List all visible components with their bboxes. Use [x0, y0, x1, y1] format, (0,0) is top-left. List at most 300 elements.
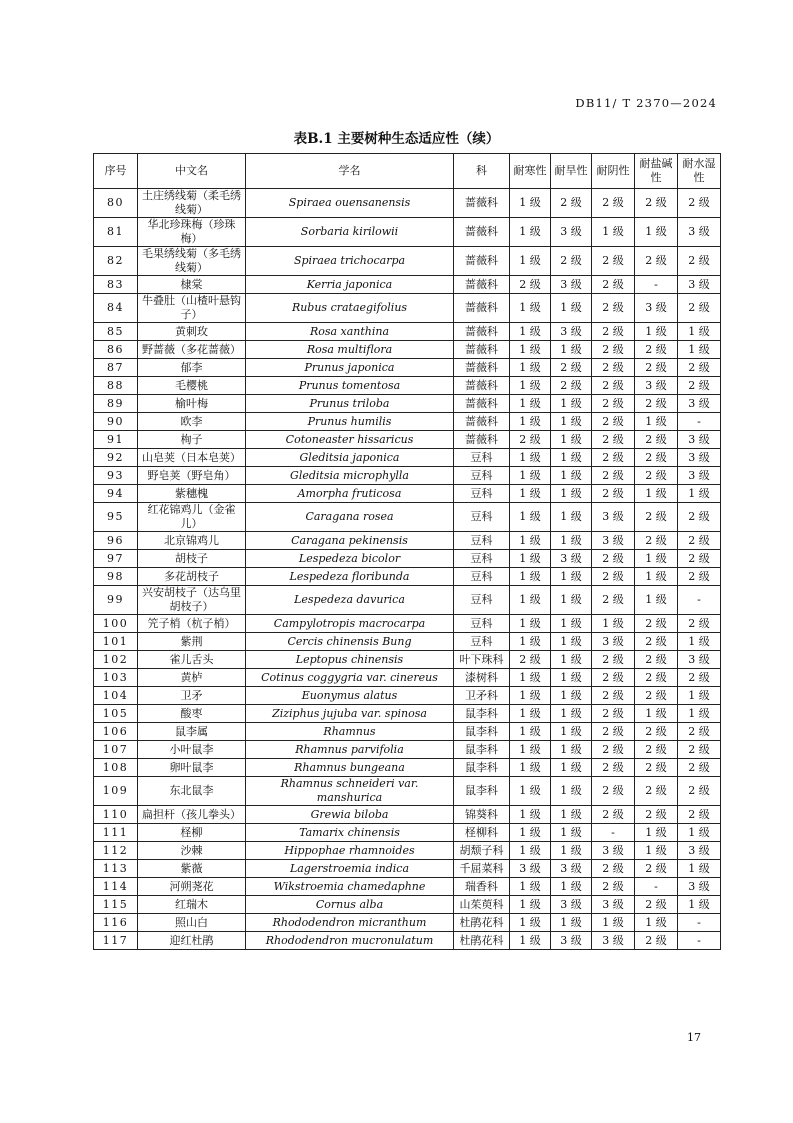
cell-row-number: 95	[94, 503, 138, 532]
col-header-no: 序号	[94, 154, 138, 189]
cell-family: 鼠李科	[454, 705, 510, 723]
cell-shade-tolerance: 3 级	[592, 503, 635, 532]
table-row	[94, 806, 721, 824]
cell-family: 蔷薇科	[454, 395, 510, 413]
cell-salt-tolerance: 1 级	[635, 842, 678, 860]
cell-scientific-name: Rhamnus parvifolia	[246, 741, 454, 759]
cell-row-number: 85	[94, 323, 138, 341]
cell-row-number: 109	[94, 777, 138, 806]
cell-family: 豆科	[454, 467, 510, 485]
cell-scientific-name: Tamarix chinensis	[246, 824, 454, 842]
cell-shade-tolerance: 2 级	[592, 806, 635, 824]
cell-drought-tolerance: 1 级	[551, 705, 592, 723]
cell-family: 蔷薇科	[454, 341, 510, 359]
table-row	[94, 189, 721, 218]
table-row	[94, 503, 721, 532]
cell-wet-tolerance: 2 级	[678, 568, 721, 586]
cell-salt-tolerance: 2 级	[635, 532, 678, 550]
cell-salt-tolerance: 2 级	[635, 247, 678, 276]
cell-row-number: 102	[94, 651, 138, 669]
cell-salt-tolerance: 2 级	[635, 431, 678, 449]
table-row	[94, 359, 721, 377]
cell-row-number: 100	[94, 615, 138, 633]
cell-chinese-name: 照山白	[138, 914, 246, 932]
table-row	[94, 377, 721, 395]
cell-cold-tolerance: 1 级	[510, 723, 551, 741]
cell-shade-tolerance: 2 级	[592, 294, 635, 323]
cell-scientific-name: Cotoneaster hissaricus	[246, 431, 454, 449]
cell-cold-tolerance: 1 级	[510, 247, 551, 276]
cell-family: 豆科	[454, 550, 510, 568]
cell-family: 千屈菜科	[454, 860, 510, 878]
cell-scientific-name: Prunus tomentosa	[246, 377, 454, 395]
cell-row-number: 91	[94, 431, 138, 449]
cell-row-number: 117	[94, 932, 138, 950]
cell-row-number: 110	[94, 806, 138, 824]
cell-scientific-name: Grewia biloba	[246, 806, 454, 824]
cell-chinese-name: 黄刺玫	[138, 323, 246, 341]
cell-wet-tolerance: 2 级	[678, 741, 721, 759]
cell-wet-tolerance: 1 级	[678, 341, 721, 359]
cell-cold-tolerance: 1 级	[510, 669, 551, 687]
cell-scientific-name: Lespedeza davurica	[246, 586, 454, 615]
cell-chinese-name: 紫薇	[138, 860, 246, 878]
cell-row-number: 104	[94, 687, 138, 705]
cell-shade-tolerance: 2 级	[592, 741, 635, 759]
cell-chinese-name: 兴安胡枝子（达乌里胡枝子）	[138, 586, 246, 615]
cell-salt-tolerance: 1 级	[635, 586, 678, 615]
cell-family: 鼠李科	[454, 741, 510, 759]
cell-drought-tolerance: 3 级	[551, 896, 592, 914]
cell-cold-tolerance: 1 级	[510, 806, 551, 824]
cell-wet-tolerance: 3 级	[678, 431, 721, 449]
cell-wet-tolerance: 3 级	[678, 878, 721, 896]
cell-row-number: 98	[94, 568, 138, 586]
cell-drought-tolerance: 1 级	[551, 449, 592, 467]
cell-cold-tolerance: 1 级	[510, 413, 551, 431]
cell-cold-tolerance: 1 级	[510, 687, 551, 705]
cell-row-number: 84	[94, 294, 138, 323]
table-row	[94, 723, 721, 741]
cell-salt-tolerance: 3 级	[635, 294, 678, 323]
cell-cold-tolerance: 1 级	[510, 532, 551, 550]
cell-wet-tolerance: -	[678, 413, 721, 431]
cell-family: 豆科	[454, 568, 510, 586]
cell-salt-tolerance: 3 级	[635, 377, 678, 395]
cell-salt-tolerance: 1 级	[635, 550, 678, 568]
cell-family: 豆科	[454, 503, 510, 532]
cell-shade-tolerance: 2 级	[592, 669, 635, 687]
cell-family: 蔷薇科	[454, 413, 510, 431]
cell-cold-tolerance: 1 级	[510, 377, 551, 395]
cell-cold-tolerance: 1 级	[510, 294, 551, 323]
cell-cold-tolerance: 1 级	[510, 359, 551, 377]
cell-scientific-name: Lagerstroemia indica	[246, 860, 454, 878]
cell-shade-tolerance: 2 级	[592, 247, 635, 276]
cell-family: 豆科	[454, 532, 510, 550]
cell-wet-tolerance: 2 级	[678, 777, 721, 806]
cell-salt-tolerance: 1 级	[635, 413, 678, 431]
cell-family: 瑞香科	[454, 878, 510, 896]
table-row	[94, 568, 721, 586]
cell-shade-tolerance: 2 级	[592, 759, 635, 777]
cell-cold-tolerance: 1 级	[510, 341, 551, 359]
cell-scientific-name: Leptopus chinensis	[246, 651, 454, 669]
cell-family: 鼠李科	[454, 759, 510, 777]
cell-drought-tolerance: 3 级	[551, 276, 592, 294]
cell-wet-tolerance: 2 级	[678, 377, 721, 395]
cell-drought-tolerance: 1 级	[551, 824, 592, 842]
table-row	[94, 777, 721, 806]
cell-shade-tolerance: 2 级	[592, 276, 635, 294]
cell-row-number: 107	[94, 741, 138, 759]
cell-scientific-name: Cercis chinensis Bung	[246, 633, 454, 651]
cell-cold-tolerance: 1 级	[510, 759, 551, 777]
cell-chinese-name: 野皂荚（野皂角）	[138, 467, 246, 485]
cell-drought-tolerance: 1 级	[551, 687, 592, 705]
col-header-shade-tolerance: 耐阴性	[592, 154, 635, 189]
cell-shade-tolerance: 2 级	[592, 777, 635, 806]
cell-salt-tolerance: -	[635, 878, 678, 896]
cell-drought-tolerance: 2 级	[551, 189, 592, 218]
table-header-row	[94, 154, 721, 189]
cell-cold-tolerance: 1 级	[510, 586, 551, 615]
cell-row-number: 82	[94, 247, 138, 276]
cell-shade-tolerance: 3 级	[592, 532, 635, 550]
cell-drought-tolerance: 1 级	[551, 878, 592, 896]
cell-drought-tolerance: 1 级	[551, 532, 592, 550]
cell-scientific-name: Prunus japonica	[246, 359, 454, 377]
cell-drought-tolerance: 1 级	[551, 842, 592, 860]
cell-wet-tolerance: -	[678, 586, 721, 615]
cell-family: 杜鹃花科	[454, 914, 510, 932]
cell-family: 鼠李科	[454, 723, 510, 741]
cell-shade-tolerance: 2 级	[592, 687, 635, 705]
cell-chinese-name: 扁担杆（孩儿拳头）	[138, 806, 246, 824]
cell-drought-tolerance: 1 级	[551, 741, 592, 759]
cell-wet-tolerance: 3 级	[678, 449, 721, 467]
cell-chinese-name: 毛樱桃	[138, 377, 246, 395]
cell-cold-tolerance: 1 级	[510, 503, 551, 532]
cell-chinese-name: 红花锦鸡儿（金雀儿）	[138, 503, 246, 532]
cell-row-number: 114	[94, 878, 138, 896]
cell-row-number: 111	[94, 824, 138, 842]
cell-shade-tolerance: 3 级	[592, 842, 635, 860]
cell-drought-tolerance: 1 级	[551, 586, 592, 615]
cell-shade-tolerance: 2 级	[592, 449, 635, 467]
cell-row-number: 108	[94, 759, 138, 777]
cell-cold-tolerance: 1 级	[510, 914, 551, 932]
cell-chinese-name: 卵叶鼠李	[138, 759, 246, 777]
cell-salt-tolerance: 2 级	[635, 341, 678, 359]
cell-wet-tolerance: 1 级	[678, 633, 721, 651]
cell-scientific-name: Caragana rosea	[246, 503, 454, 532]
table-row	[94, 413, 721, 431]
cell-wet-tolerance: 2 级	[678, 669, 721, 687]
table-row	[94, 860, 721, 878]
cell-row-number: 106	[94, 723, 138, 741]
cell-salt-tolerance: 1 级	[635, 824, 678, 842]
cell-wet-tolerance: 2 级	[678, 294, 721, 323]
cell-salt-tolerance: 2 级	[635, 633, 678, 651]
cell-drought-tolerance: 1 级	[551, 395, 592, 413]
cell-drought-tolerance: 1 级	[551, 759, 592, 777]
cell-cold-tolerance: 1 级	[510, 467, 551, 485]
cell-drought-tolerance: 1 级	[551, 615, 592, 633]
cell-row-number: 87	[94, 359, 138, 377]
cell-shade-tolerance: 2 级	[592, 550, 635, 568]
cell-drought-tolerance: 1 级	[551, 341, 592, 359]
cell-drought-tolerance: 1 级	[551, 633, 592, 651]
cell-drought-tolerance: 2 级	[551, 359, 592, 377]
cell-cold-tolerance: 1 级	[510, 932, 551, 950]
cell-wet-tolerance: 3 级	[678, 651, 721, 669]
cell-wet-tolerance: 1 级	[678, 485, 721, 503]
cell-salt-tolerance: 2 级	[635, 896, 678, 914]
cell-row-number: 83	[94, 276, 138, 294]
cell-drought-tolerance: 3 级	[551, 932, 592, 950]
cell-chinese-name: 毛果绣线菊（多毛绣线菊）	[138, 247, 246, 276]
cell-chinese-name: 棣棠	[138, 276, 246, 294]
cell-chinese-name: 鼠李属	[138, 723, 246, 741]
cell-salt-tolerance: 1 级	[635, 568, 678, 586]
cell-family: 蔷薇科	[454, 294, 510, 323]
table-row	[94, 687, 721, 705]
table-row	[94, 532, 721, 550]
table-row	[94, 218, 721, 247]
cell-salt-tolerance: 2 级	[635, 860, 678, 878]
cell-salt-tolerance: 2 级	[635, 741, 678, 759]
cell-salt-tolerance: 2 级	[635, 759, 678, 777]
cell-scientific-name: Kerria japonica	[246, 276, 454, 294]
species-adaptability-table	[93, 153, 721, 950]
cell-chinese-name: 迎红杜鹃	[138, 932, 246, 950]
cell-shade-tolerance: 2 级	[592, 651, 635, 669]
cell-chinese-name: 郁李	[138, 359, 246, 377]
cell-drought-tolerance: 1 级	[551, 806, 592, 824]
col-header-family: 科	[454, 154, 510, 189]
table-row	[94, 705, 721, 723]
cell-scientific-name: Prunus triloba	[246, 395, 454, 413]
col-header-cold-tolerance: 耐寒性	[510, 154, 551, 189]
cell-chinese-name: 紫穗槐	[138, 485, 246, 503]
cell-row-number: 115	[94, 896, 138, 914]
cell-salt-tolerance: 2 级	[635, 723, 678, 741]
cell-scientific-name: Gleditsia japonica	[246, 449, 454, 467]
cell-family: 豆科	[454, 449, 510, 467]
cell-drought-tolerance: 1 级	[551, 294, 592, 323]
cell-salt-tolerance: 1 级	[635, 323, 678, 341]
cell-wet-tolerance: 2 级	[678, 806, 721, 824]
col-header-drought-tolerance: 耐旱性	[551, 154, 592, 189]
cell-family: 杜鹃花科	[454, 932, 510, 950]
cell-row-number: 86	[94, 341, 138, 359]
cell-salt-tolerance: 2 级	[635, 615, 678, 633]
cell-drought-tolerance: 1 级	[551, 723, 592, 741]
cell-cold-tolerance: 1 级	[510, 485, 551, 503]
table-row	[94, 341, 721, 359]
cell-family: 柽柳科	[454, 824, 510, 842]
cell-salt-tolerance: 2 级	[635, 359, 678, 377]
cell-salt-tolerance: 2 级	[635, 669, 678, 687]
cell-scientific-name: Lespedeza floribunda	[246, 568, 454, 586]
cell-cold-tolerance: 1 级	[510, 633, 551, 651]
cell-shade-tolerance: 2 级	[592, 568, 635, 586]
cell-chinese-name: 野蔷薇（多花蔷薇）	[138, 341, 246, 359]
cell-family: 山茱萸科	[454, 896, 510, 914]
cell-row-number: 116	[94, 914, 138, 932]
cell-chinese-name: 山皂荚（日本皂荚）	[138, 449, 246, 467]
cell-wet-tolerance: 1 级	[678, 896, 721, 914]
cell-family: 蔷薇科	[454, 189, 510, 218]
cell-wet-tolerance: 2 级	[678, 759, 721, 777]
table-row	[94, 741, 721, 759]
cell-chinese-name: 红瑞木	[138, 896, 246, 914]
cell-shade-tolerance: 2 级	[592, 359, 635, 377]
cell-cold-tolerance: 1 级	[510, 323, 551, 341]
cell-shade-tolerance: 2 级	[592, 467, 635, 485]
cell-shade-tolerance: 2 级	[592, 586, 635, 615]
cell-scientific-name: Gleditsia microphylla	[246, 467, 454, 485]
cell-drought-tolerance: 1 级	[551, 568, 592, 586]
cell-salt-tolerance: 2 级	[635, 806, 678, 824]
cell-chinese-name: 多花胡枝子	[138, 568, 246, 586]
cell-family: 豆科	[454, 586, 510, 615]
cell-family: 锦葵科	[454, 806, 510, 824]
table-row	[94, 878, 721, 896]
cell-shade-tolerance: 1 级	[592, 615, 635, 633]
cell-wet-tolerance: 2 级	[678, 359, 721, 377]
cell-shade-tolerance: -	[592, 824, 635, 842]
cell-wet-tolerance: -	[678, 914, 721, 932]
cell-scientific-name: Rhododendron mucronulatum	[246, 932, 454, 950]
cell-scientific-name: Amorpha fruticosa	[246, 485, 454, 503]
cell-family: 蔷薇科	[454, 431, 510, 449]
table-row	[94, 633, 721, 651]
cell-salt-tolerance: 1 级	[635, 914, 678, 932]
cell-drought-tolerance: 2 级	[551, 377, 592, 395]
cell-cold-tolerance: 1 级	[510, 777, 551, 806]
cell-shade-tolerance: 2 级	[592, 395, 635, 413]
cell-cold-tolerance: 1 级	[510, 550, 551, 568]
cell-row-number: 88	[94, 377, 138, 395]
cell-salt-tolerance: 2 级	[635, 687, 678, 705]
cell-family: 蔷薇科	[454, 323, 510, 341]
cell-row-number: 112	[94, 842, 138, 860]
cell-chinese-name: 雀儿舌头	[138, 651, 246, 669]
table-caption: 表B.1 主要树种生态适应性（续）	[293, 131, 500, 147]
table-row	[94, 431, 721, 449]
cell-wet-tolerance: 2 级	[678, 503, 721, 532]
cell-shade-tolerance: 2 级	[592, 431, 635, 449]
cell-scientific-name: Hippophae rhamnoides	[246, 842, 454, 860]
table-row	[94, 294, 721, 323]
table-row	[94, 615, 721, 633]
cell-salt-tolerance: -	[635, 276, 678, 294]
cell-scientific-name: Rosa xanthina	[246, 323, 454, 341]
cell-chinese-name: 河朔荛花	[138, 878, 246, 896]
cell-family: 豆科	[454, 485, 510, 503]
cell-drought-tolerance: 1 级	[551, 413, 592, 431]
cell-shade-tolerance: 2 级	[592, 377, 635, 395]
cell-scientific-name: Spiraea ouensanensis	[246, 189, 454, 218]
cell-chinese-name: 土庄绣线菊（柔毛绣线菊）	[138, 189, 246, 218]
cell-scientific-name: Sorbaria kirilowii	[246, 218, 454, 247]
cell-drought-tolerance: 3 级	[551, 550, 592, 568]
cell-family: 叶下珠科	[454, 651, 510, 669]
cell-family: 豆科	[454, 615, 510, 633]
cell-salt-tolerance: 2 级	[635, 503, 678, 532]
cell-family: 蔷薇科	[454, 218, 510, 247]
cell-shade-tolerance: 2 级	[592, 189, 635, 218]
cell-family: 鼠李科	[454, 777, 510, 806]
table-row	[94, 586, 721, 615]
cell-family: 蔷薇科	[454, 276, 510, 294]
cell-scientific-name: Prunus humilis	[246, 413, 454, 431]
cell-shade-tolerance: 3 级	[592, 932, 635, 950]
cell-shade-tolerance: 1 级	[592, 914, 635, 932]
cell-row-number: 93	[94, 467, 138, 485]
table-row	[94, 651, 721, 669]
cell-cold-tolerance: 1 级	[510, 189, 551, 218]
cell-chinese-name: 黄栌	[138, 669, 246, 687]
cell-drought-tolerance: 1 级	[551, 651, 592, 669]
cell-row-number: 81	[94, 218, 138, 247]
cell-wet-tolerance: 3 级	[678, 395, 721, 413]
col-header-wet-tolerance: 耐水湿性	[678, 154, 721, 189]
cell-drought-tolerance: 1 级	[551, 485, 592, 503]
cell-drought-tolerance: 1 级	[551, 503, 592, 532]
cell-salt-tolerance: 1 级	[635, 218, 678, 247]
cell-row-number: 101	[94, 633, 138, 651]
table-row	[94, 550, 721, 568]
cell-salt-tolerance: 1 级	[635, 485, 678, 503]
cell-salt-tolerance: 2 级	[635, 651, 678, 669]
cell-shade-tolerance: 2 级	[592, 705, 635, 723]
cell-wet-tolerance: 3 级	[678, 218, 721, 247]
col-header-salt-tolerance: 耐盐碱性	[635, 154, 678, 189]
cell-salt-tolerance: 2 级	[635, 449, 678, 467]
cell-salt-tolerance: 2 级	[635, 467, 678, 485]
cell-chinese-name: 酸枣	[138, 705, 246, 723]
cell-row-number: 92	[94, 449, 138, 467]
cell-scientific-name: Ziziphus jujuba var. spinosa	[246, 705, 454, 723]
cell-wet-tolerance: 1 级	[678, 705, 721, 723]
cell-scientific-name: Cornus alba	[246, 896, 454, 914]
cell-scientific-name: Rubus crataegifolius	[246, 294, 454, 323]
table-row	[94, 395, 721, 413]
cell-chinese-name: 笐子梢（杭子梢）	[138, 615, 246, 633]
cell-scientific-name: Spiraea trichocarpa	[246, 247, 454, 276]
cell-scientific-name: Lespedeza bicolor	[246, 550, 454, 568]
table-row	[94, 759, 721, 777]
standard-code: DB11/ T 2370—2024	[575, 96, 717, 110]
cell-scientific-name: Wikstroemia chamedaphne	[246, 878, 454, 896]
cell-scientific-name: Euonymus alatus	[246, 687, 454, 705]
table-row	[94, 824, 721, 842]
cell-row-number: 99	[94, 586, 138, 615]
cell-cold-tolerance: 1 级	[510, 395, 551, 413]
cell-family: 卫矛科	[454, 687, 510, 705]
cell-salt-tolerance: 1 级	[635, 705, 678, 723]
cell-chinese-name: 柽柳	[138, 824, 246, 842]
cell-wet-tolerance: 2 级	[678, 247, 721, 276]
cell-scientific-name: Campylotropis macrocarpa	[246, 615, 454, 633]
col-header-scientific-name: 学名	[246, 154, 454, 189]
cell-shade-tolerance: 2 级	[592, 485, 635, 503]
cell-scientific-name: Rhamnus bungeana	[246, 759, 454, 777]
cell-row-number: 113	[94, 860, 138, 878]
